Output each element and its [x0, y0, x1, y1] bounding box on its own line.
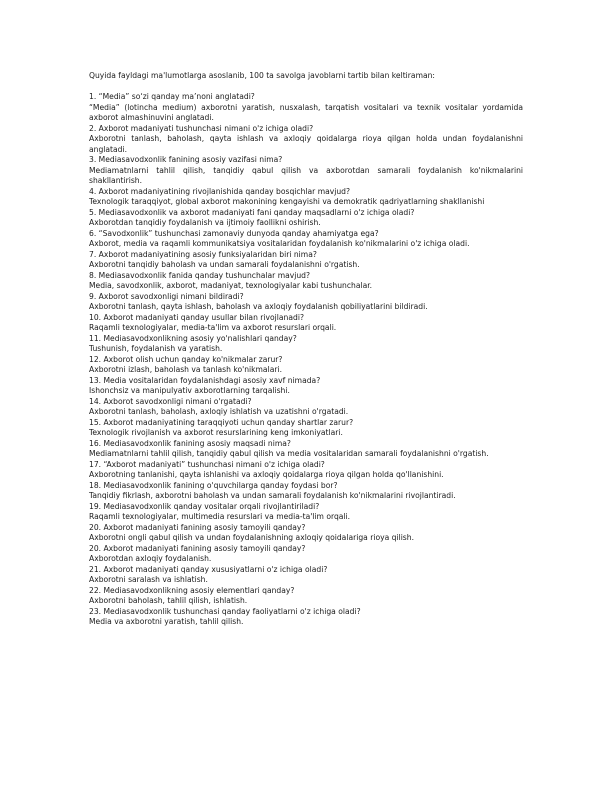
answer-text: Axborotdan axloqiy foydalanish.: [89, 554, 212, 563]
qa-item: [89, 565, 523, 586]
answer-text: Mediamatnlarni tahlil qilish, tanqidiy qabul qilish va media vositalaridan samarali foydalanishni o'rgatish.: [89, 449, 489, 458]
qa-item: [89, 586, 523, 607]
qa-item: [89, 376, 523, 397]
answer-text: Axborotdan tanqidiy foydalanish va ijtimoiy faollikni oshirish.: [89, 218, 321, 227]
qa-item: [89, 460, 523, 481]
qa-item: [89, 92, 523, 124]
answer-text: Axborotni tanlash, qayta ishlash, baholash va axloqiy foydalanish qobiliyatlarini bildiradi.: [89, 302, 428, 311]
question-text: 2. Axborot madaniyati tushunchasi nimani o'z ichiga oladi?: [89, 123, 314, 133]
question-text: 13. Media vositalaridan foydalanishdagi asosiy xavf nimada?: [89, 375, 321, 385]
answer-text: Axborotni tanlash, baholash, qayta ishlash va axloqiy qoidalarga rioya qilgan holda undan foydalanishni anglatadi.: [89, 134, 523, 154]
question-text: 8. Mediasavodxonlik fanida qanday tushunchalar mavjud?: [89, 270, 311, 280]
answer-text: Axborot, media va raqamli kommunikatsiya vositalaridan foydalanish ko'nikmalarini o'z ichiga oladi.: [89, 239, 470, 248]
question-text: 12. Axborot olish uchun qanday ko'nikmalar zarur?: [89, 354, 283, 364]
qa-item: [89, 355, 523, 376]
qa-item: [89, 271, 523, 292]
answer-text: Axborotni tanlash, baholash, axloqiy ishlatish va uzatishni o'rgatadi.: [89, 407, 349, 416]
answer-text: Axborotni izlash, baholash va tanlash ko'nikmalari.: [89, 365, 282, 374]
answer-text: Tushunish, foydalanish va yaratish.: [89, 344, 223, 353]
answer-text: Axborotni ongli qabul qilish va undan foydalanishning axloqiy qoidalariga rioya qilish.: [89, 533, 414, 542]
qa-item: [89, 502, 523, 523]
answer-text: “Media” (lotincha medium) axborotni yaratish, nusxalash, tarqatish vositalari va texnik vositalar yordamida axborot almashinuvini anglatadi.: [89, 102, 523, 122]
qa-list: [89, 92, 523, 628]
question-text: 3. Mediasavodxonlik fanining asosiy vazifasi nima?: [89, 155, 283, 164]
question-text: 21. Axborot madaniyati qanday xususiyatlarni o'z ichiga oladi?: [89, 564, 328, 574]
intro-paragraph: Quyida fayldagi ma'lumotlarga asoslanib, 100 ta savolga javoblarni tartib bilan keltiraman:: [89, 71, 435, 80]
question-text: 9. Axborot savodxonligi nimani bildiradi?: [89, 291, 244, 301]
question-text: 1. “Media” so‘zi qanday ma’noni anglatadi?: [89, 92, 255, 101]
question-text: 7. Axborot madaniyatining asosiy funksiyalaridan biri nima?: [89, 249, 317, 259]
answer-text: Tanqidiy fikrlash, axborotni baholash va undan samarali foydalanish ko'nikmalarini rivojlantiradi.: [89, 491, 456, 500]
qa-item: [89, 124, 523, 156]
answer-text: Raqamli texnologiyalar, multimedia resurslari va media-ta'lim orqali.: [89, 512, 351, 521]
qa-item: [89, 208, 523, 229]
question-text: 16. Mediasavodxonlik fanining asosiy maqsadi nima?: [89, 438, 291, 448]
question-text: 18. Mediasavodxonlik fanining o'quvchilarga qanday foydasi bor?: [89, 480, 338, 490]
question-text: 23. Mediasavodxonlik tushunchasi qanday faoliyatlarni o'z ichiga oladi?: [89, 606, 361, 616]
document-page: [89, 71, 523, 628]
answer-text: Axborotni baholash, tahlil qilish, ishlatish.: [89, 596, 248, 605]
qa-item: [89, 523, 523, 544]
answer-text: Media va axborotni yaratish, tahlil qilish.: [89, 617, 244, 626]
qa-item: [89, 439, 523, 460]
qa-item: [89, 313, 523, 334]
question-text: 4. Axborot madaniyatining rivojlanishida qanday bosqichlar mavjud?: [89, 186, 351, 196]
qa-item: [89, 187, 523, 208]
qa-item: [89, 250, 523, 271]
answer-text: Axborotni tanqidiy baholash va undan samarali foydalanishni o'rgatish.: [89, 260, 360, 269]
answer-text: Ishonchsiz va manipulyativ axborotlarning tarqalishi.: [89, 386, 290, 395]
question-text: 10. Axborot madaniyati qanday usullar bilan rivojlanadi?: [89, 312, 304, 322]
question-text: 20. Axborot madaniyati fanining asosiy tamoyili qanday?: [89, 522, 306, 532]
qa-item: [89, 544, 523, 565]
qa-item: [89, 292, 523, 313]
answer-text: Texnologik taraqqiyot, global axborot makonining kengayishi va demokratik qadriyatlarning shakllanishi: [89, 197, 485, 206]
qa-item: [89, 397, 523, 418]
question-text: 15. Axborot madaniyatining taraqqiyoti uchun qanday shartlar zarur?: [89, 417, 354, 427]
answer-text: Texnologik rivojlanish va axborot resurslarining keng imkoniyatlari.: [89, 428, 343, 437]
question-text: 14. Axborot savodxonligi nimani o'rgatadi?: [89, 396, 252, 406]
answer-text: Axborotni saralash va ishlatish.: [89, 575, 208, 584]
question-text: 19. Mediasavodxonlik qanday vositalar orqali rivojlantiriladi?: [89, 501, 320, 511]
qa-item: [89, 607, 523, 628]
question-text: 20. Axborot madaniyati fanining asosiy tamoyili qanday?: [89, 543, 306, 553]
qa-item: [89, 229, 523, 250]
question-text: 6. “Savodxonlik” tushunchasi zamonaviy dunyoda qanday ahamiyatga ega?: [89, 228, 379, 238]
qa-item: [89, 155, 523, 187]
qa-item: [89, 481, 523, 502]
answer-text: Axborotning tanlanishi, qayta ishlanishi va axloqiy qoidalarga rioya qilgan holda qo'llanishini.: [89, 470, 444, 479]
question-text: 5. Mediasavodxonlik va axborot madaniyati fani qanday maqsadlarni o'z ichiga oladi?: [89, 207, 415, 217]
answer-text: Raqamli texnologiyalar, media-ta'lim va axborot resurslari orqali.: [89, 323, 337, 332]
question-text: 11. Mediasavodxonlikning asosiy yo'nalishlari qanday?: [89, 333, 297, 343]
answer-text: Media, savodxonlik, axborot, madaniyat, texnologiyalar kabi tushunchalar.: [89, 281, 373, 290]
answer-text: Mediamatnlarni tahlil qilish, tanqidiy qabul qilish va axborotdan samarali foydalanish ko'nikmalarini shakllantirish.: [89, 165, 523, 185]
qa-item: [89, 334, 523, 355]
question-text: 17. “Axborot madaniyati” tushunchasi nimani o'z ichiga oladi?: [89, 459, 325, 469]
question-text: 22. Mediasavodxonlikning asosiy elementlari qanday?: [89, 585, 295, 595]
qa-item: [89, 418, 523, 439]
